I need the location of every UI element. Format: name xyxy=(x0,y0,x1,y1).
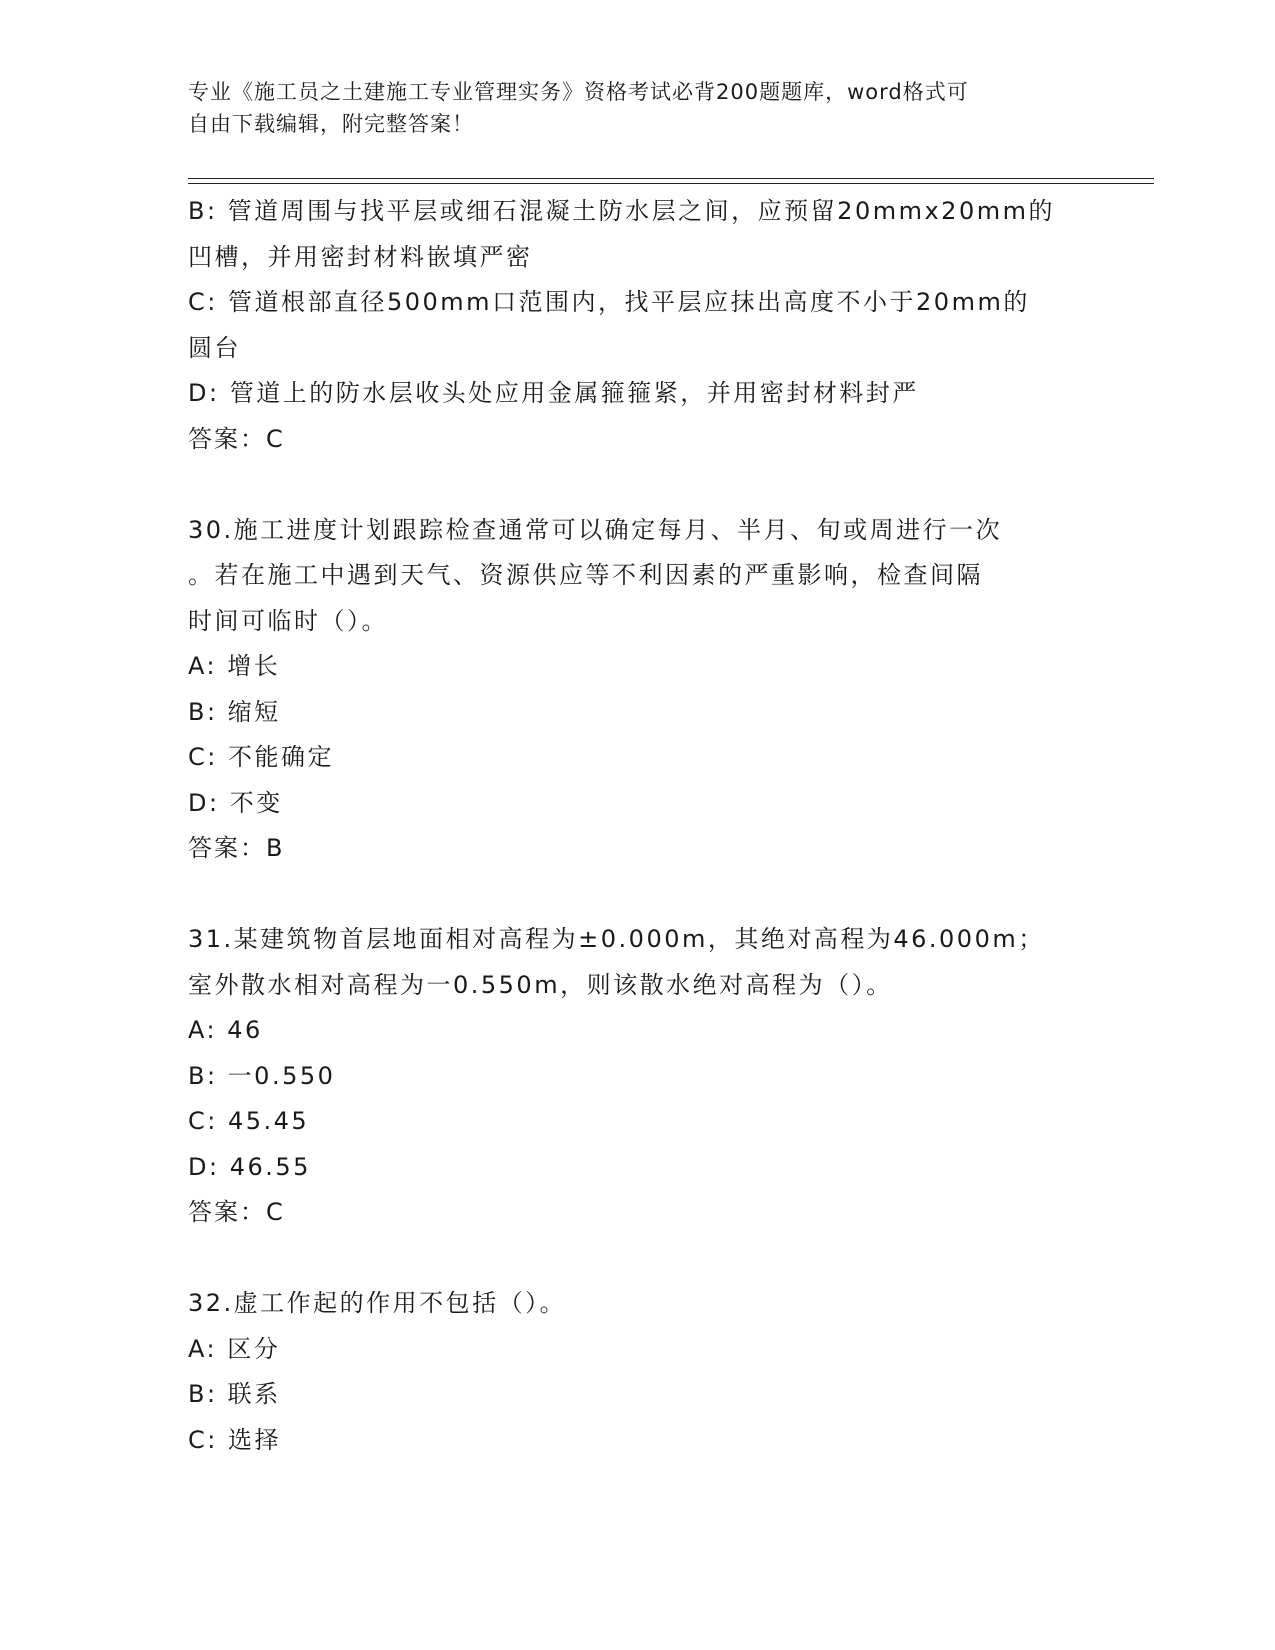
option-c: C: 选择 xyxy=(188,1425,281,1454)
question-stem-line-2: 室外散水相对高程为一0.550m，则该散水绝对高程为（）。 xyxy=(188,970,893,999)
question-list xyxy=(188,189,1088,1463)
option-b: B: 一0.550 xyxy=(188,1061,336,1090)
spacer xyxy=(188,872,1088,918)
answer: 答案：C xyxy=(188,1198,285,1226)
option-a: A: 区分 xyxy=(188,1334,281,1363)
option-d: D: 46.55 xyxy=(188,1152,311,1181)
option-c: C: 45.45 xyxy=(188,1107,310,1135)
question-stem-line-1: 31.某建筑物首层地面相对高程为±0.000m，其绝对高程为46.000m； xyxy=(188,925,1045,953)
option-b-line-2: 凹槽，并用密封材料嵌填严密 xyxy=(188,242,533,271)
option-c-line-2: 圆台 xyxy=(188,333,241,362)
question-31 xyxy=(188,917,1088,1236)
option-c: C: 不能确定 xyxy=(188,743,334,771)
question-32 xyxy=(188,1281,1088,1463)
option-d: D: 不变 xyxy=(188,788,283,817)
header-divider-bottom xyxy=(188,183,1154,184)
spacer xyxy=(188,1236,1088,1282)
header-title-line-1: 专业《施工员之土建施工专业管理实务》资格考试必背200题题库，word格式可 xyxy=(188,80,969,104)
option-c-line-1: C: 管道根部直径500mm口范围内，找平层应抹出高度不小于20mm的 xyxy=(188,288,1030,316)
document-header xyxy=(188,76,1068,140)
option-b-line-1: B: 管道周围与找平层或细石混凝土防水层之间，应预留20mmx20mm的 xyxy=(188,197,1055,225)
option-a: A: 增长 xyxy=(188,652,281,680)
answer: 答案：C xyxy=(188,424,285,453)
option-b: B: 缩短 xyxy=(188,697,281,726)
question-30 xyxy=(188,508,1088,872)
answer: 答案：B xyxy=(188,834,285,862)
header-title-line-2: 自由下载编辑，附完整答案！ xyxy=(188,112,474,136)
option-a: A: 46 xyxy=(188,1016,263,1044)
spacer xyxy=(188,462,1088,508)
question-stem-line-1: 32.虚工作起的作用不包括（）。 xyxy=(188,1289,567,1317)
question-29 xyxy=(188,189,1088,462)
question-stem-line-1: 30.施工进度计划跟踪检查通常可以确定每月、半月、旬或周进行一次 xyxy=(188,515,1003,544)
option-d: D: 管道上的防水层收头处应用金属箍箍紧，并用密封材料封严 xyxy=(188,379,919,407)
question-stem-line-2: 。若在施工中遇到天气、资源供应等不利因素的严重影响，检查间隔 xyxy=(188,561,983,589)
question-stem-line-3: 时间可临时（）。 xyxy=(188,606,388,635)
option-b: B: 联系 xyxy=(188,1380,281,1408)
header-divider-top xyxy=(188,178,1154,179)
